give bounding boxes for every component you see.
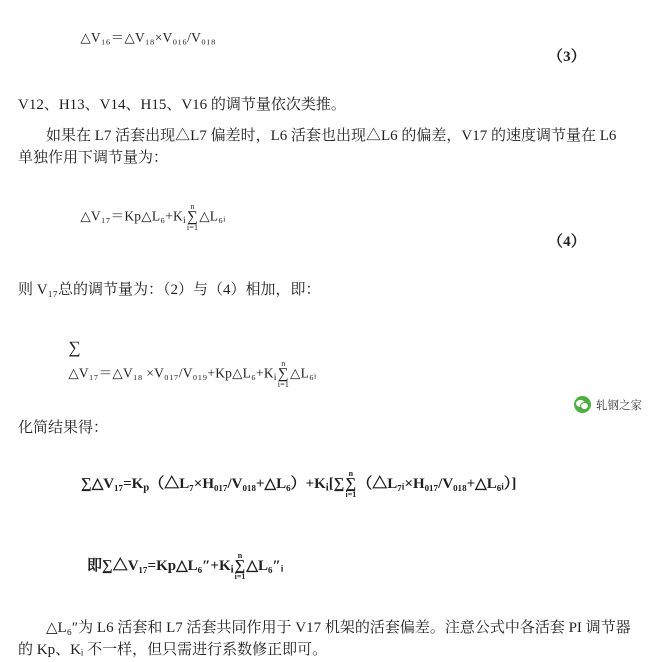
paragraph-v12-series: V12、H13、V14、H15、V16 的调节量依次类推。 — [18, 97, 346, 114]
equation-sum-sub-i: i — [273, 372, 277, 384]
equation-sum-row — [18, 316, 632, 409]
equation-4-tag: （4） — [547, 234, 586, 251]
equation-result-1-sub-i: i — [325, 481, 329, 494]
equation-3-body: △V₁₆＝△V₁₈×V₀₁₆/V₀₁₈ — [80, 29, 216, 45]
equation-result-1-v: △V₁₇=K — [91, 476, 144, 493]
equation-result-2-tail: △L₆″ᵢ — [246, 557, 284, 574]
equation-result-1-group1: （△L₇×H₀₁₇/V₀₁₈+△L₆）+K — [149, 476, 326, 493]
equation-4-tail: △L₆ᵢ — [199, 208, 226, 224]
equation-result-2-v: △V₁₇=Kp△L₆″+K — [112, 557, 231, 574]
equation-result-2-sigma-symbol: ∑ — [234, 557, 246, 574]
equation-result-1-sigma-top: n — [348, 469, 354, 479]
equation-3-row — [18, 8, 632, 86]
equation-4-row — [18, 184, 632, 272]
equation-result-1-group3: （△L₇ᵢ×H₀₁₇/V₀₁₈+△L₆ᵢ）] — [357, 476, 517, 493]
equation-sum-tail: △L₆ᵢ — [290, 365, 317, 381]
watermark-badge — [574, 396, 642, 413]
equation-sum-sigma-top: n — [281, 359, 286, 369]
equation-result-2-sigma-bottom: i=1 — [234, 571, 246, 581]
equation-result-2-lead: 即∑ — [87, 557, 113, 574]
equation-4-sigma — [187, 203, 198, 232]
equation-4-sigma-top: n — [190, 202, 195, 212]
equation-result-2-sigma — [235, 552, 246, 581]
equation-result-1-sub-p: p — [143, 481, 150, 494]
equation-4-sub-i: i — [182, 215, 186, 227]
equation-result-1-group2: [∑ — [328, 476, 345, 493]
paragraph-note: △L₆″为 L6 活套和 L7 活套共同作用于 V17 机架的活套偏差。注意公式中各活套 PI 调节器的 Kp、Kᵢ 不一样，但只需进行系数修正即可。 — [18, 620, 631, 659]
equation-4-body: △V₁₇＝Kp△L₆+K — [80, 208, 183, 224]
paragraph-simplify: 化简结果得： — [18, 419, 109, 436]
equation-4-sigma-bottom: i=1 — [186, 223, 199, 233]
equation-result-1-sigma-bottom: i=1 — [345, 490, 357, 500]
equation-result-1-sigma — [346, 470, 357, 499]
equation-sum-sigma-bottom: i=1 — [277, 380, 290, 390]
equation-result-2-sub-i: i — [230, 563, 234, 576]
equation-result-2-sigma-top: n — [237, 550, 243, 560]
paragraph-v17-total: 则 V₁₇总的调节量为：（2）与（4）相加，即： — [18, 282, 321, 299]
paragraph-l7-deviation: 如果在 L7 活套出现△L7 偏差时，L6 活套也出现△L6 的偏差，V17 的速度调节量在 L6 单独作用下调节量为： — [18, 128, 621, 166]
equation-3-tag: （3） — [547, 49, 586, 66]
equation-sum-sigma-symbol: ∑ — [277, 366, 289, 383]
equation-sum-body: △V₁₇＝△V₁₈ ×V₀₁₇/V₀₁₉+Kp△L₆+K — [68, 365, 274, 381]
watermark-label: 轧钢之家 — [596, 399, 642, 412]
equation-result-1-row — [18, 448, 632, 521]
equation-result-2-row — [18, 530, 632, 603]
equation-sum-sigma — [278, 360, 289, 389]
equation-sum-prefix: ∑ — [68, 337, 81, 357]
equation-result-1-lead: ∑ — [81, 476, 92, 493]
equation-result-1-sigma-symbol: ∑ — [345, 476, 357, 493]
wechat-icon — [574, 396, 591, 413]
equation-4-sigma-symbol: ∑ — [187, 209, 198, 226]
